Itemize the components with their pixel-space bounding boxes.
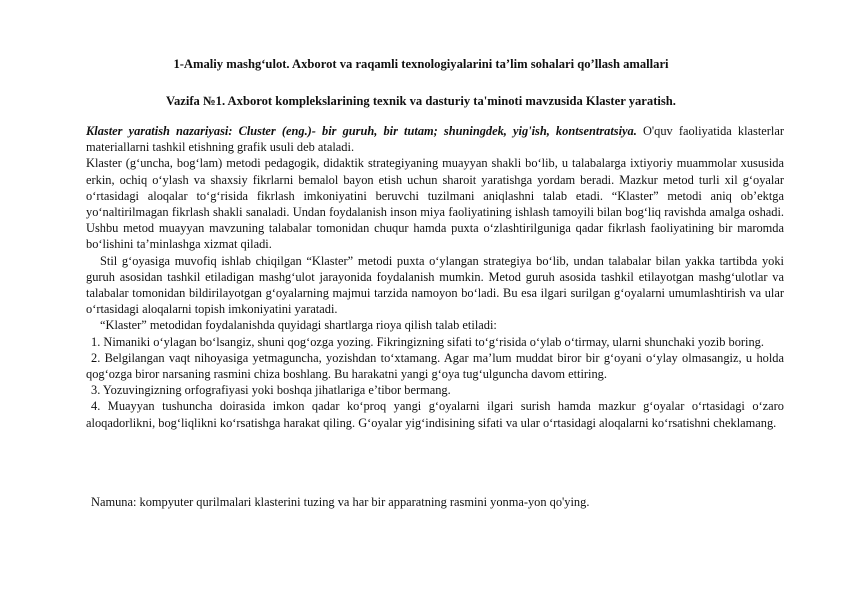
cluster-theory-paragraph bbox=[86, 123, 784, 155]
cluster-rule-3: 3. Yozuvingizning orfografiyasi yoki boshqa jihatlariga e’tibor bermang. bbox=[91, 383, 451, 398]
cluster-rule-1: 1. Nimaniki o‘ylagan bo‘lsangiz, shuni qog‘ozga yozing. Fikringizning sifati to‘g‘risida o‘ylab o‘tirmay, ularni shunchaki yozib boring. bbox=[91, 334, 764, 349]
cluster-strategy-paragraph: Stil g‘oyasiga muvofiq ishlab chiqilgan “Klaster” metodi puxta o‘ylangan strategiya bo‘lib, undan talabalar bilan yakka tartibda yoki guruh asosidan tashkil etiladigan mashg‘ulot jarayonida foydalanish mumkin. Metod guruh asosida tashkil etilayotgan mashg‘ulotlar va talabalar tomonidan bildirilayotgan g‘oyalarning majmui tarzida namoyon bo‘ladi. Bu esa ilgari surilgan g‘oyalarni umumlashtirish va ular o‘rtasidagi aloqalarni topish imkoniyatini yaratadi. bbox=[86, 253, 784, 317]
task-title: Vazifa №1. Axborot komplekslarining texnik va dasturiy ta'minoti mavzusida Klaster yaratish. bbox=[166, 94, 676, 108]
cluster-rule-4: 4. Muayyan tushuncha doirasida imkon qadar ko‘proq yangi g‘oyalarni ilgari surish hamda mazkur g‘oyalar o‘rtasidagi o‘zaro aloqadorlikni, bog‘liqlikni ko‘rsatishga harakat qiling. G‘oyalar yig‘indisining sifati va ular o‘rtasidagi aloqalarni ko‘rsatishni cheklamang. bbox=[86, 399, 784, 430]
cluster-method-paragraph: Klaster (g‘uncha, bog‘lam) metodi pedagogik, didaktik strategiyaning muayyan shakli bo‘lib, u talabalarga ixtiyoriy muammolar xususida erkin, ochiq o‘ylash va shaxsiy fikrlarni bemalol bayon etish uchun sharoit yaratishga yordam beradi. Mazkur metod turli xil g‘oyalar o‘rtasidagi aloqalar to‘g‘risida fikrlash imkoniyatini beruvchi tuzilmani aniqlashni talab etadi. “Klaster” metodi aniq ob’ektga yo‘naltirilmagan fikrlash shakli sanaladi. Undan foydalanish inson miya faoliyatining ishlash tamoyili bilan bog‘liq ravishda amalga oshadi. Ushbu metod muayyan mavzuning talabalar tomonidan chuqur hamda puxta o‘zlashtirilguniga qadar fikrlash faoliyatining bir maromda bo‘lishini ta’minlashga xizmat qiladi. bbox=[86, 156, 784, 252]
cluster-rule-2: 2. Belgilangan vaqt nihoyasiga yetmaguncha, yozishdan to‘xtamang. Agar ma’lum muddat biror bir g‘oyani o‘ylay olmasangiz, u holda qog‘ozga biror narsaning rasmini chiza boshlang. Bu harakatni yangi g‘oya tug‘ulguncha davom ettiring. bbox=[86, 350, 784, 382]
cluster-theory-rest: O'quv faoliyatida klasterlar materiallarni tashkil etishning grafik usuli deb ataladi. bbox=[86, 124, 785, 155]
document-title: 1-Amaliy mashg‘ulot. Axborot va raqamli texnologiyalarini ta’lim sohalari qo’llash amallari bbox=[173, 57, 669, 71]
document-body bbox=[86, 123, 784, 431]
cluster-conditions-intro: “Klaster” metodidan foydalanishda quyidagi shartlarga rioya qilish talab etiladi: bbox=[100, 318, 497, 333]
cluster-theory-lead: Klaster yaratish nazariyasi: Cluster (eng.)- bir guruh, bir tutam; shuningdek, yig'ish, kontsentratsiya. bbox=[86, 124, 637, 138]
sample-task: Namuna: kompyuter qurilmalari klasterini tuzing va har bir apparatning rasmini yonma-yon qo'ying. bbox=[91, 495, 590, 509]
